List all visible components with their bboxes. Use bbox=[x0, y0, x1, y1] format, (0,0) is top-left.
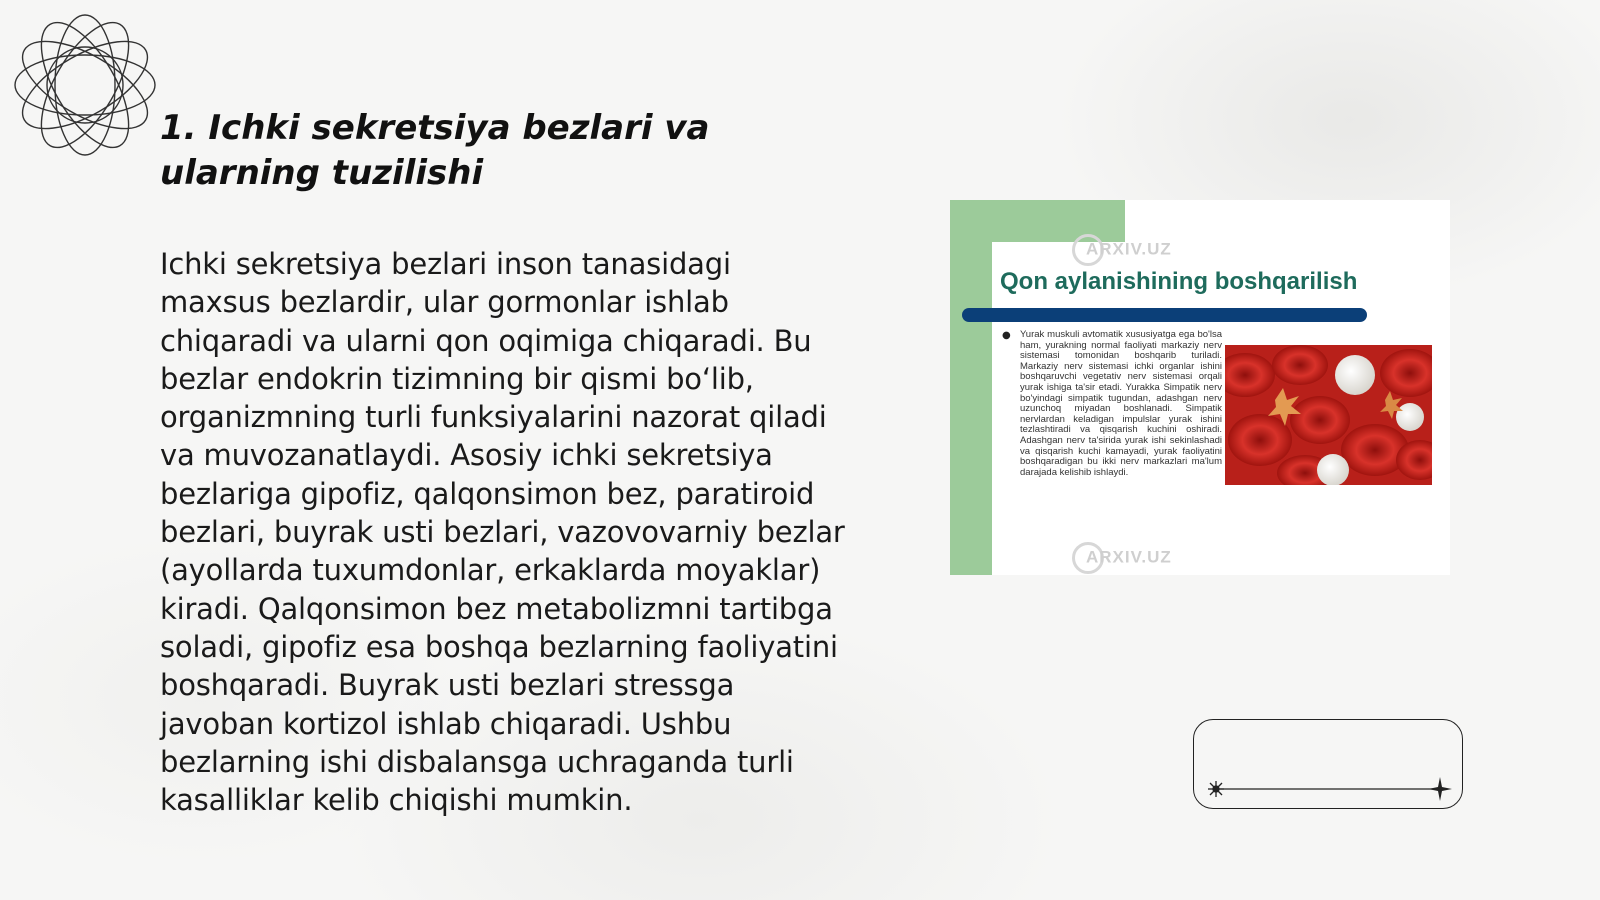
slide-bullet-text: Yurak muskuli avtomatik xususiyatga ega bo'lsa ham, yurakning normal faoliyati markaziy nerv sistemasi tomonidan boshqarib turiladi. Markaziy nerv sistemasi ichki organlar ishini boshqaruvchi vegetativ nerv sistemasi orqali yurak ishiga ta'sir etadi. Yurakka Simpatik nerv bo'yindagi simpatik tugundan, adashgan nerv uzunchoq miyadan boshlanadi. Simpatik nervlardan keladigan impulslar yurak ishini tezlashtiradi va qisqarish kuchini oshiradi. Adashgan nerv ta'sirida yurak ishi sekinlashadi va qisqarish kuchi kamayadi, yurak faoliyatini boshqaradigan bu ikki nerv markazlari ma'lum darajada kelishib ishlaydi. bbox=[1020, 329, 1222, 478]
watermark-bottom: ARXIV.UZ bbox=[1072, 542, 1172, 574]
watermark-top: ARXIV.UZ bbox=[1072, 234, 1172, 266]
blood-cells-image bbox=[1225, 345, 1432, 485]
body-paragraph: Ichki sekretsiya bezlari inson tanasidagi maxsus bezlardir, ular gormonlar ishlab chiqaradi va ularni qon oqimiga chiqaradi. Bu bezlar endokrin tizimning bir qismi bo‘lib, organizmning turli funksiyalarini nazorat qiladi va muvozanatlaydi. Asosiy ichki sekretsiya bezlariga gipofiz, qalqonsimon bez, paratiroid bezlari, buyrak usti bezlari, vazovovarniy bezlar (ayollarda tuxumdonlar, erkaklarda moyaklar) kiradi. Qalqonsimon bez metabolizmni tartibga soladi, gipofiz esa boshqa bezlarning faoliyatini boshqaradi. Buyrak usti bezlari stressga javoban kortizol ishlab chiqaradi. Ushbu bezlarning ishi disbalansga uchraganda turli kasalliklar kelib chiqishi mumkin. bbox=[160, 247, 845, 818]
sparkle-icon bbox=[1208, 781, 1224, 797]
bullet-icon: ● bbox=[1002, 330, 1011, 341]
star-icon bbox=[1428, 777, 1452, 801]
page-title: 1. Ichki sekretsiya bezlari va ularning tuzilishi bbox=[160, 108, 710, 193]
slide-green-bar bbox=[950, 200, 992, 575]
embedded-slide-image bbox=[950, 200, 1450, 575]
decorative-card bbox=[1193, 719, 1463, 809]
circle-ornament-icon bbox=[10, 10, 160, 160]
slide-heading: Qon aylanishining boshqarilish bbox=[1000, 268, 1358, 295]
slide-inner-panel bbox=[992, 239, 1450, 575]
slide-blue-line bbox=[962, 308, 1367, 322]
